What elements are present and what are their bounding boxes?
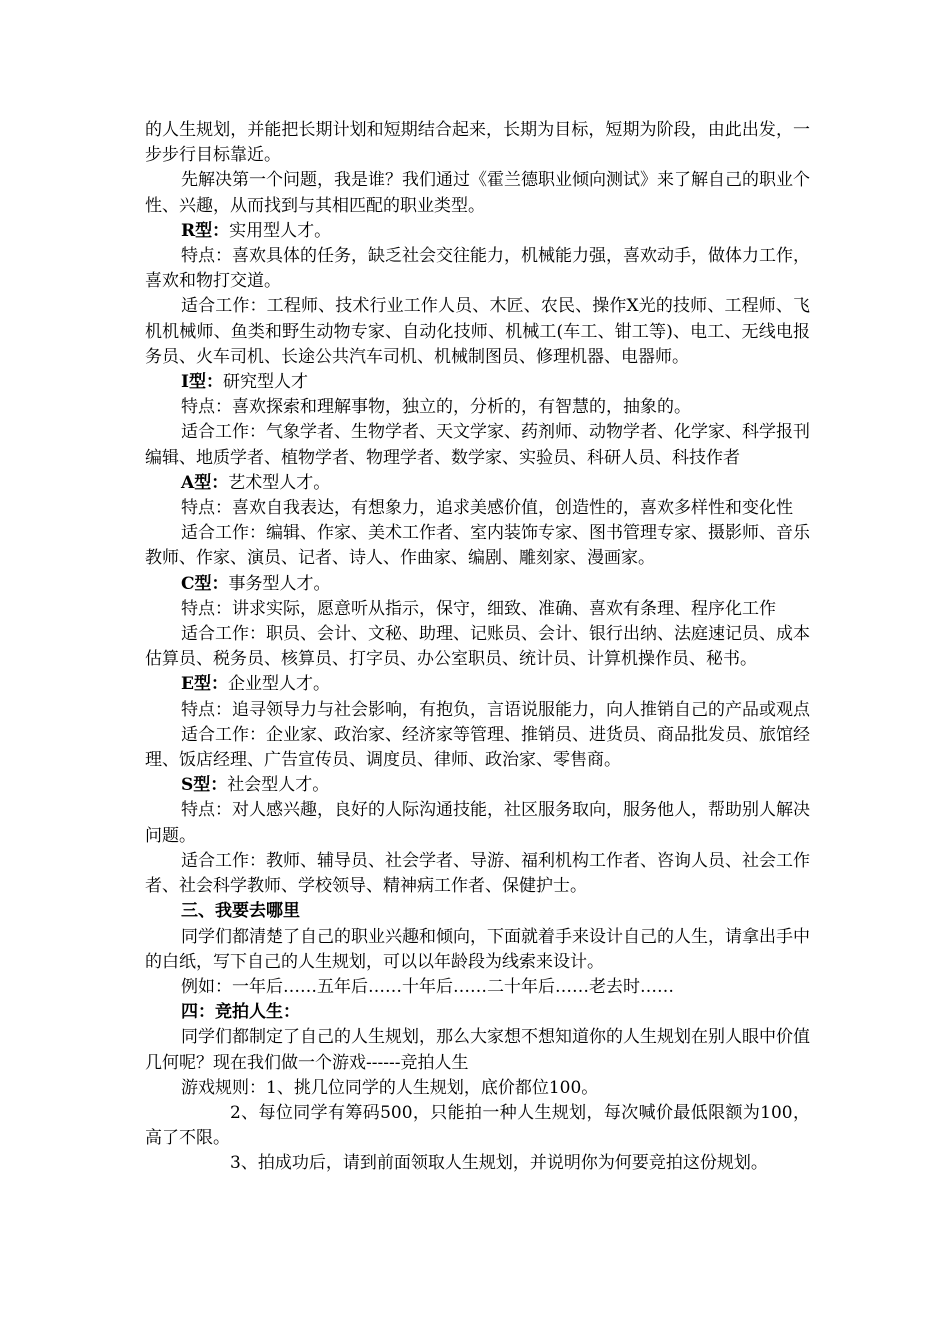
paragraph <box>145 420 810 470</box>
paragraph <box>145 219 810 244</box>
paragraph <box>145 1101 810 1151</box>
paragraph-text: 特点：讲求实际，愿意听从指示，保守，细致、准确、喜欢有条理、程序化工作 <box>181 598 776 619</box>
paragraph <box>145 496 810 521</box>
paragraph-text: 艺术型人才。 <box>228 472 331 493</box>
paragraph <box>145 723 810 773</box>
paragraph <box>145 118 810 168</box>
paragraph-heading: C型： <box>181 573 229 594</box>
paragraph <box>145 471 810 496</box>
paragraph-heading: 四：竞拍人生： <box>181 1002 300 1023</box>
paragraph-text: 适合工作：职员、会计、文秘、助理、记账员、会计、银行出纳、法庭速记员、成本估算员、税务员、核算员、打字员、办公室职员、统计员、计算机操作员、秘书。 <box>145 624 810 670</box>
paragraph <box>145 672 810 697</box>
paragraph <box>145 1000 810 1025</box>
paragraph <box>145 622 810 672</box>
paragraph <box>145 698 810 723</box>
paragraph-text: 同学们都制定了自己的人生规划，那么大家想不想知道你的人生规划在别人眼中价值几何呢？现在我们做一个游戏------竞拍人生 <box>145 1027 810 1073</box>
paragraph-text: 的人生规划，并能把长期计划和短期结合起来，长期为目标，短期为阶段，由此出发，一步步行目标靠近。 <box>145 120 810 166</box>
paragraph-text: 特点：喜欢具体的任务，缺乏社会交往能力，机械能力强，喜欢动手，做体力工作，喜欢和物打交道。 <box>145 246 810 292</box>
paragraph-text: 适合工作：教师、辅导员、社会学者、导游、福利机构工作者、咨询人员、社会工作者、社会科学教师、学校领导、精神病工作者、保健护士。 <box>145 850 810 897</box>
paragraph-text: 3、拍成功后，请到前面领取人生规划，并说明你为何要竞拍这份规划。 <box>230 1153 768 1174</box>
paragraph <box>145 1151 810 1176</box>
paragraph-text: 特点：对人感兴趣，良好的人际沟通技能，社区服务取向，服务他人，帮助别人解决问题。 <box>145 800 810 846</box>
paragraph <box>145 572 810 597</box>
paragraph-text: 适合工作：气象学者、生物学者、天文学家、药剂师、动物学者、化学家、科学报刊编辑、地质学者、植物学者、物理学者、数学家、实验员、科研人员、科技作者 <box>145 422 810 468</box>
paragraph-text: 游戏规则：1、挑几位同学的人生规划，底价都位100。 <box>181 1077 599 1098</box>
document-page <box>145 118 810 1177</box>
paragraph <box>145 244 810 294</box>
paragraph-text: 特点：追寻领导力与社会影响，有抱负，言语说服能力，向人推销自己的产品或观点 <box>181 699 810 720</box>
paragraph <box>145 521 810 571</box>
paragraph-text: 特点：喜欢探索和理解事物，独立的，分析的，有智慧的，抽象的。 <box>181 397 691 418</box>
paragraph-heading: R型： <box>181 220 230 241</box>
paragraph-text: 同学们都清楚了自己的职业兴趣和倾向，下面就着手来设计自己的人生，请拿出手中的白纸，写下自己的人生规划，可以以年龄段为线索来设计。 <box>145 926 810 972</box>
paragraph-heading: I型： <box>181 372 223 393</box>
paragraph-heading: A型： <box>181 472 229 493</box>
paragraph <box>145 1025 810 1075</box>
paragraph-heading: S型： <box>181 775 228 796</box>
paragraph-text: 适合工作：工程师、技术行业工作人员、木匠、农民、操作X光的技师、工程师、飞机机械师、鱼类和野生动物专家、自动化技师、机械工(车工、钳工等)、电工、无线电报务员、火车司机、长途公共汽车司机、机械制图员、修理机器、电器师。 <box>145 296 810 367</box>
paragraph <box>145 168 810 218</box>
paragraph-text: 例如：一年后……五年后……十年后……二十年后……老去时…… <box>181 976 674 997</box>
paragraph <box>145 395 810 420</box>
paragraph-text: 2、每位同学有筹码500，只能拍一种人生规划，每次喊价最低限额为100，高了不限。 <box>145 1102 810 1149</box>
paragraph <box>145 925 810 975</box>
paragraph-text: 实用型人才。 <box>229 220 332 241</box>
paragraph <box>145 975 810 1000</box>
paragraph-text: 企业型人才。 <box>227 674 330 695</box>
paragraph <box>145 597 810 622</box>
paragraph-text: 先解决第一个问题，我是谁？我们通过《霍兰德职业倾向测试》来了解自己的职业个性、兴趣，从而找到与其相匹配的职业类型。 <box>145 170 810 216</box>
paragraph-heading: 三、我要去哪里 <box>181 901 300 922</box>
paragraph <box>145 294 810 370</box>
paragraph-heading: E型： <box>181 674 228 695</box>
paragraph-text: 适合工作：企业家、政治家、经济家等管理、推销员、进货员、商品批发员、旅馆经理、饭店经理、广告宣传员、调度员、律师、政治家、零售商。 <box>145 724 810 771</box>
paragraph <box>145 370 810 395</box>
paragraph-text: 事务型人才。 <box>228 573 331 594</box>
paragraph-text: 特点：喜欢自我表达，有想象力，追求美感价值，创造性的，喜欢多样性和变化性 <box>181 498 793 519</box>
paragraph <box>145 798 810 848</box>
paragraph <box>145 1076 810 1101</box>
paragraph-text: 适合工作：编辑、作家、美术工作者、室内装饰专家、图书管理专家、摄影师、音乐教师、作家、演员、记者、诗人、作曲家、编剧、雕刻家、漫画家。 <box>145 523 810 569</box>
paragraph <box>145 899 810 924</box>
paragraph-text: 社会型人才。 <box>227 775 330 796</box>
paragraph-text: 研究型人才 <box>222 372 308 393</box>
paragraph <box>145 849 810 899</box>
paragraph <box>145 773 810 798</box>
